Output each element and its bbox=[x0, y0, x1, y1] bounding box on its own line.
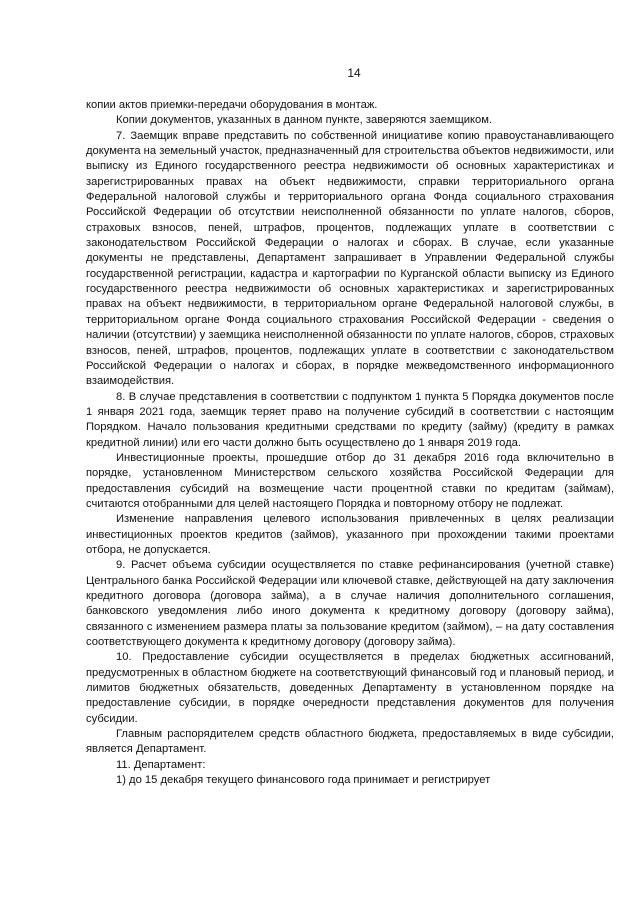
paragraph-item-11-1: 1) до 15 декабря текущего финансового года принимает и регистрирует bbox=[116, 774, 491, 787]
paragraph-acts-copies: копии актов приемки-передачи оборудования в монтаж. bbox=[86, 99, 378, 111]
paragraph-main-administrator: Главным распорядителем средств областного бюджета, предоставляемых в виде субсидии, является Департамент. bbox=[86, 728, 614, 756]
document-body bbox=[86, 98, 614, 788]
paragraph-item-9: 9. Расчет объема субсидии осуществляется по ставке рефинансирования (учетной ставке) Центрального банка Российской Федерации или ключевой ставке, действующей на дату заключения кредитного договора (договора займа), а в случае наличия дополнительного соглашения, банковского уведомления либо иного документа к кредитному договору (договору займа), связанного с изменением размера платы за пользование кредитом (займом), – на дату составления соответствующего документа к кредитному договору (договору займа). bbox=[86, 559, 614, 649]
paragraph-item-7: 7. Заемщик вправе представить по собственной инициативе копию правоустанавливающего документа на земельный участок, предназначенный для строительства объектов недвижимости, или выписку из Единого государственного реестра недвижимости об основных характеристиках и зарегистрированных правах на объект недвижимости, справки территориального органа Федеральной налоговой службы и территориального органа Фонда социального страхования Российской Федерации об отсутствии неисполненной обязанности по уплате налогов, сборов, страховых взносов, пеней, штрафов, процентов, подлежащих уплате в соответствии с законодательством Российской Федерации о налогах и сборах. В случае, если указанные документы не представлены, Департамент запрашивает в Управлении Федеральной службы государственной регистрации, кадастра и картографии по Курганской области выписку из Единого государственного реестра недвижимости об основных характеристиках и зарегистрированных правах на объект недвижимости, в территориальном органе Федеральной налоговой службы, в территориальном органе Фонда социального страхования Российской Федерации - сведения о наличии (отсутствии) у заемщика неисполненной обязанности по уплате налогов, сборов, страховых взносов, пеней, штрафов, процентов, подлежащих уплате в соответствии с законодательством Российской Федерации о налогах и сборах, в порядке межведомственного информационного взаимодействия. bbox=[86, 129, 614, 388]
paragraph-copies-certified: Копии документов, указанных в данном пункте, заверяются заемщиком. bbox=[116, 114, 493, 127]
paragraph-item-8: 8. В случае представления в соответствии с подпунктом 1 пункта 5 Порядка документов после 1 января 2021 года, заемщик теряет право на получение субсидий в соответствии с настоящим Порядком. Начало пользования кредитными средствами по кредиту (займу) (кредиту в рамках кредитной линии) или его части должно быть осуществлено до 1 января 2019 года. bbox=[86, 390, 614, 449]
paragraph-item-10: 10. Предоставление субсидии осуществляется в пределах бюджетных ассигнований, предусмотренных в областном бюджете на соответствующий финансовый год и плановый период, и лимитов бюджетных обязательств, доведенных Департаменту в установленном порядке на предоставление субсидии, в порядке очередности представления документов для получения субсидии. bbox=[86, 651, 614, 725]
paragraph-investment-projects: Инвестиционные проекты, прошедшие отбор до 31 декабря 2016 года включительно в порядке, установленном Министерством сельского хозяйства Российской Федерации для предоставления субсидий на возмещение части процентной ставки по кредитам (займам), считаются отобранными для целей настоящего Порядка и повторному отбору не подлежат. bbox=[86, 451, 614, 510]
paragraph-item-11: 11. Департамент: bbox=[116, 758, 206, 771]
paragraph-target-change: Изменение направления целевого использования привлеченных в целях реализации инвестиционных проектов кредитов (займов), указанного при прохождении такими проектами отбора, не допускается. bbox=[86, 513, 614, 556]
page-number: 14 bbox=[347, 66, 361, 80]
